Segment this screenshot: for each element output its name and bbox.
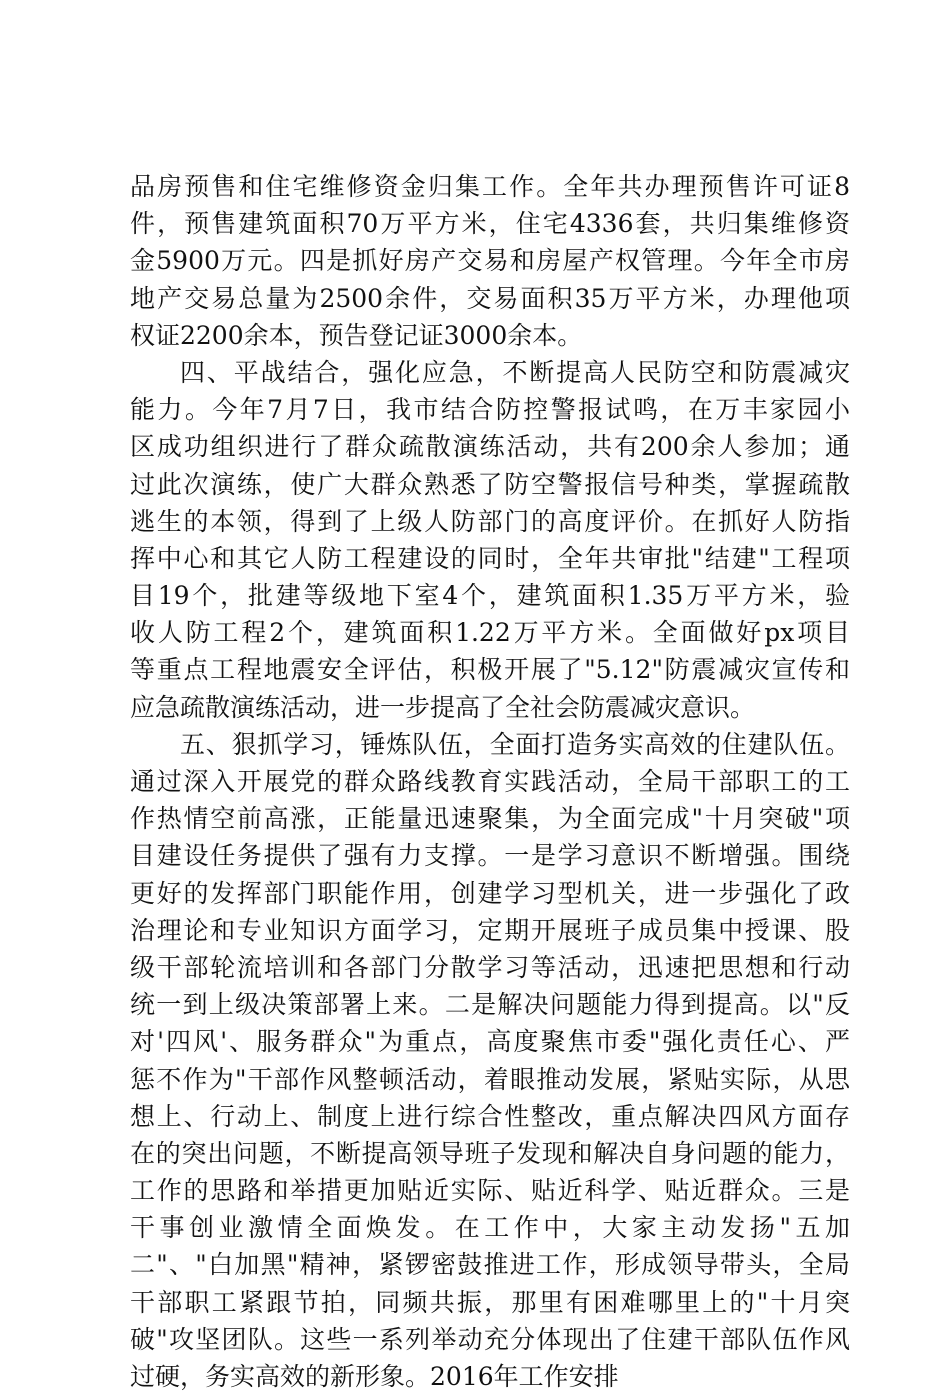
text-line: 想上、行动上、制度上进行综合性整改，重点解决四风方面存 [130,1101,850,1131]
paragraph-team-building [130,726,850,1395]
text-line: 工作的思路和举措更加贴近实际、贴近科学、贴近群众。三是 [130,1176,850,1206]
text-line: 五、狠抓学习，锤炼队伍，全面打造务实高效的住建队伍。 [180,729,850,759]
text-line: 逃生的本领，得到了上级人防部门的高度评价。在抓好人防指 [130,506,850,536]
text-line: 收人防工程2个，建筑面积1.22万平方米。全面做好px项目 [130,618,850,648]
paragraph-civil-defense [130,354,850,726]
text-line: 对'四风'、服务群众"为重点，高度聚焦市委"强化责任心、严 [130,1027,850,1057]
text-line: 在的突出问题，不断提高领导班子发现和解决自身问题的能力， [130,1138,850,1168]
text-line: 过此次演练，使广大群众熟悉了防空警报信号种类，掌握疏散 [130,469,850,499]
text-line: 通过深入开展党的群众路线教育实践活动，全局干部职工的工 [130,767,850,796]
text-line: 挥中心和其它人防工程建设的同时，全年共审批"结建"工程项 [130,543,850,573]
text-line: 品房预售和住宅维修资金归集工作。全年共办理预售许可证8 [130,172,850,201]
text-line: 级干部轮流培训和各部门分散学习等活动，迅速把思想和行动 [130,952,850,982]
text-line: 干部职工紧跟节拍，同频共振，那里有困难哪里上的"十月突 [130,1287,850,1317]
text-line: 二"、"白加黑"精神，紧锣密鼓推进工作，形成领导带头，全局 [130,1250,850,1280]
text-line: 四、平战结合，强化应急，不断提高人民防空和防震减灾 [180,357,850,387]
text-line: 权证2200余本，预告登记证3000余本。 [130,320,583,350]
text-line: 作热情空前高涨，正能量迅速聚集，为全面完成"十月突破"项 [130,804,850,834]
text-line: 统一到上级决策部署上来。二是解决问题能力得到提高。以"反 [130,990,850,1020]
text-line: 件，预售建筑面积70万平方米，住宅4336套，共归集维修资 [130,209,850,239]
text-line: 区成功组织进行了群众疏散演练活动，共有200余人参加；通 [130,432,850,462]
document-body [130,168,850,1395]
text-line: 目建设任务提供了强有力支撑。一是学习意识不断增强。围绕 [130,841,850,871]
text-line: 地产交易总量为2500余件，交易面积35万平方米，办理他项 [130,283,850,313]
text-line: 金5900万元。四是抓好房产交易和房屋产权管理。今年全市房 [130,246,850,276]
paragraph-housing-presale [130,168,850,354]
text-line: 能力。今年7月7日，我市结合防控警报试鸣，在万丰家园小 [130,395,850,425]
text-line: 等重点工程地震安全评估，积极开展了"5.12"防震减灾宣传和 [130,655,850,685]
text-line: 治理论和专业知识方面学习，定期开展班子成员集中授课、股 [130,915,850,945]
text-line: 目19个，批建等级地下室4个，建筑面积1.35万平方米，验 [130,581,850,611]
text-line: 干事创业激情全面焕发。在工作中，大家主动发扬"五加 [130,1213,850,1243]
text-line: 破"攻坚团队。这些一系列举动充分体现出了住建干部队伍作风 [130,1324,850,1354]
text-line: 更好的发挥部门职能作用，创建学习型机关，进一步强化了政 [130,878,850,908]
text-line: 应急疏散演练活动，进一步提高了全社会防震减灾意识。 [130,692,756,722]
text-line: 惩不作为"干部作风整顿活动，着眼推动发展，紧贴实际，从思 [130,1064,850,1094]
text-line: 过硬，务实高效的新形象。2016年工作安排 [130,1362,619,1391]
